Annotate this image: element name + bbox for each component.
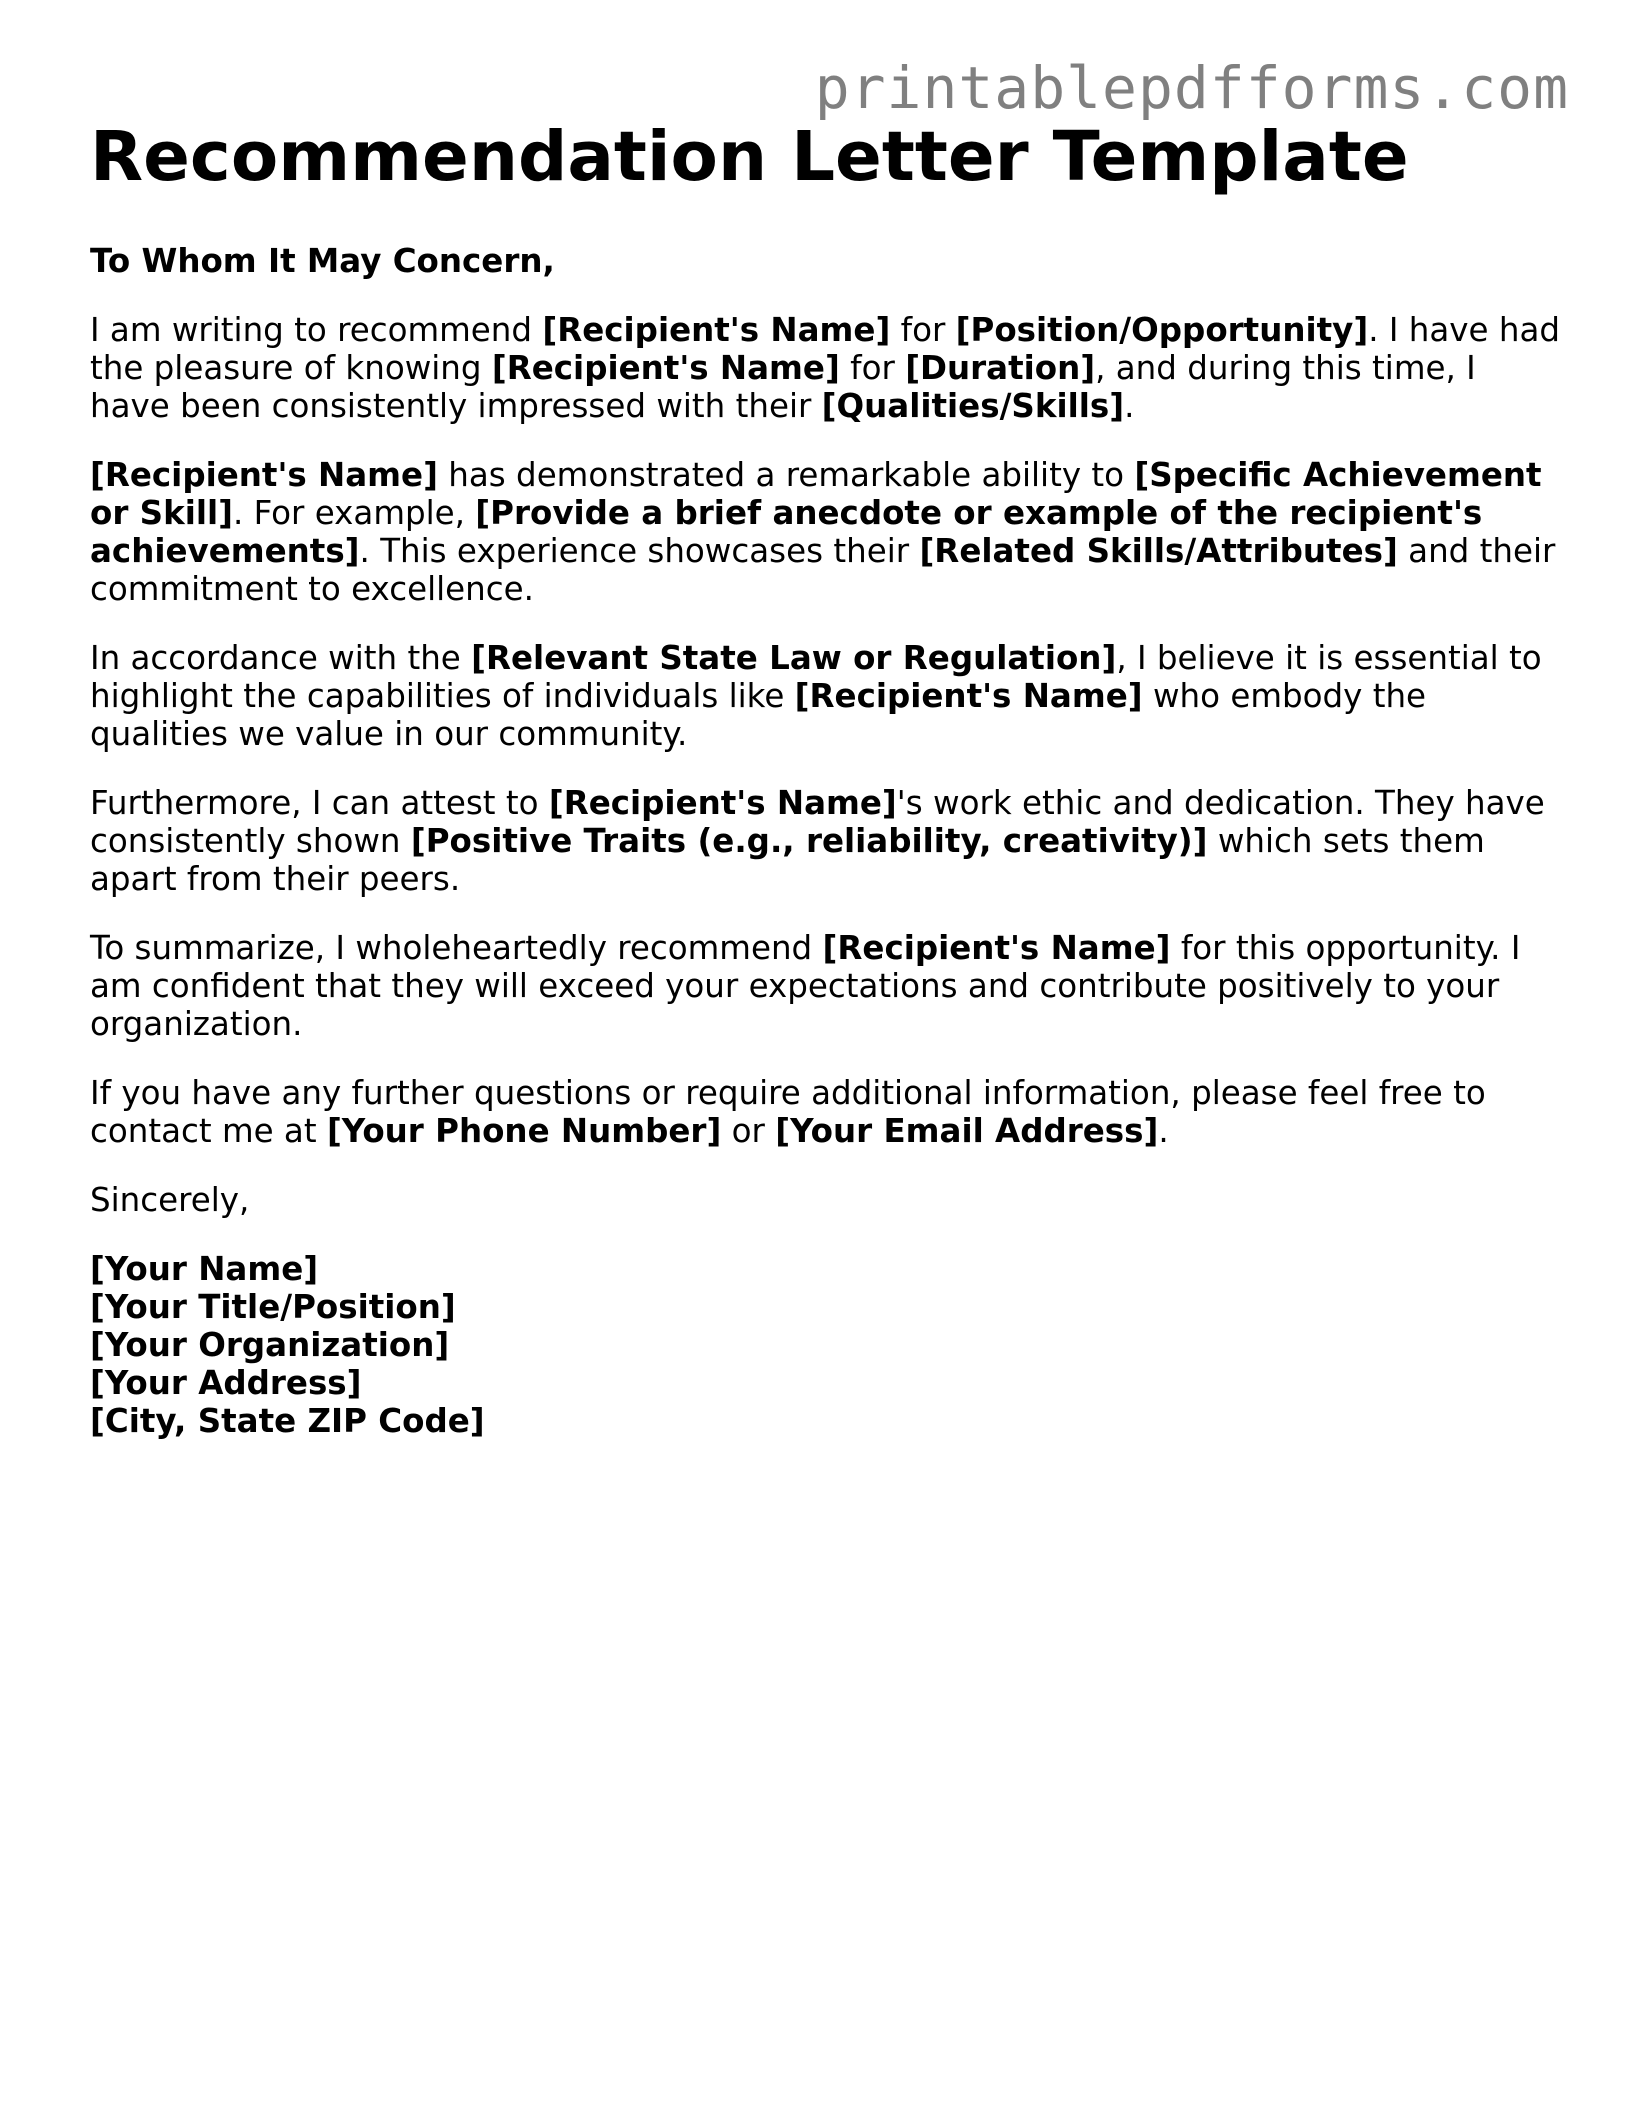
- paragraph-text: for: [890, 311, 956, 349]
- body-paragraph: [90, 784, 1560, 898]
- paragraph-text: , and during this time, I have been consistently impressed with their: [90, 349, 1476, 425]
- paragraph-text: who embody the qualities we value in our community.: [90, 677, 1427, 753]
- placeholder-field: [Positive Traits (e.g., reliability, creativity)]: [410, 822, 1208, 860]
- salutation: To Whom It May Concern,: [90, 242, 555, 280]
- watermark: printablepdfforms.com: [814, 54, 1569, 122]
- signature-block: [90, 1250, 1560, 1440]
- body-paragraph: [90, 929, 1560, 1043]
- placeholder-field: [Recipient's Name]: [491, 349, 840, 387]
- placeholder-field: [Position/Opportunity]: [955, 311, 1369, 349]
- placeholder-field: [Recipient's Name]: [548, 784, 897, 822]
- placeholder-field: [Provide a brief anecdote or example of the recipient's achievements]: [90, 494, 1483, 570]
- placeholder-field: [Your Email Address]: [775, 1112, 1159, 1150]
- body-paragraph: [90, 639, 1560, 753]
- paragraph-text: .: [1124, 387, 1135, 425]
- placeholder-field: [Recipient's Name]: [822, 929, 1171, 967]
- closing: Sincerely,: [90, 1181, 250, 1219]
- placeholder-field: [Specific Achievement or Skill]: [90, 456, 1542, 532]
- body-paragraph: [90, 456, 1560, 608]
- paragraph-text: has demonstrated a remarkable ability to: [437, 456, 1135, 494]
- paragraph-text: . This experience showcases their: [359, 532, 920, 570]
- body-paragraph: [90, 1074, 1560, 1150]
- placeholder-field: [Qualities/Skills]: [821, 387, 1125, 425]
- placeholder-field: [Your Phone Number]: [326, 1112, 722, 1150]
- paragraph-text: 's work ethic and dedication. They have consistently shown: [90, 784, 1545, 860]
- paragraph-text: In accordance with the: [90, 639, 472, 677]
- paragraph-text: for: [839, 349, 906, 387]
- paragraph-text: .: [1158, 1112, 1169, 1150]
- paragraph-text: or: [721, 1112, 776, 1150]
- placeholder-field: [Relevant State Law or Regulation]: [471, 639, 1117, 677]
- signature-address: [Your Address]: [90, 1364, 362, 1402]
- letter-page: [90, 112, 1560, 1440]
- paragraph-text: and their commitment to excellence.: [90, 532, 1556, 608]
- paragraph-text: for this opportunity. I am confident that they will exceed your expectations and contribute positively to your organization.: [90, 929, 1521, 1043]
- paragraph-text: . For example,: [232, 494, 476, 532]
- placeholder-field: [Related Skills/Attributes]: [919, 532, 1398, 570]
- signature-name: [Your Name]: [90, 1250, 319, 1288]
- paragraph-text: , I believe it is essential to highlight the capabilities of individuals like: [90, 639, 1542, 715]
- paragraph-text: . I have had the pleasure of knowing: [90, 311, 1561, 387]
- signature-organization: [Your Organization]: [90, 1326, 450, 1364]
- placeholder-field: [Recipient's Name]: [794, 677, 1143, 715]
- paragraph-text: Furthermore, I can attest to: [90, 784, 549, 822]
- paragraph-text: I am writing to recommend: [90, 311, 543, 349]
- body-paragraph: [90, 311, 1560, 425]
- placeholder-field: [Recipient's Name]: [90, 456, 438, 494]
- placeholder-field: [Duration]: [905, 349, 1096, 387]
- signature-city-state-zip: [City, State ZIP Code]: [90, 1402, 485, 1440]
- letter-body: [90, 311, 1560, 1150]
- page-title: Recommendation Letter Template: [90, 117, 1409, 197]
- paragraph-text: which sets them apart from their peers.: [90, 822, 1485, 898]
- paragraph-text: If you have any further questions or require additional information, please feel free to contact me at: [90, 1074, 1486, 1150]
- signature-title: [Your Title/Position]: [90, 1288, 456, 1326]
- placeholder-field: [Recipient's Name]: [542, 311, 891, 349]
- paragraph-text: To summarize, I wholeheartedly recommend: [90, 929, 823, 967]
